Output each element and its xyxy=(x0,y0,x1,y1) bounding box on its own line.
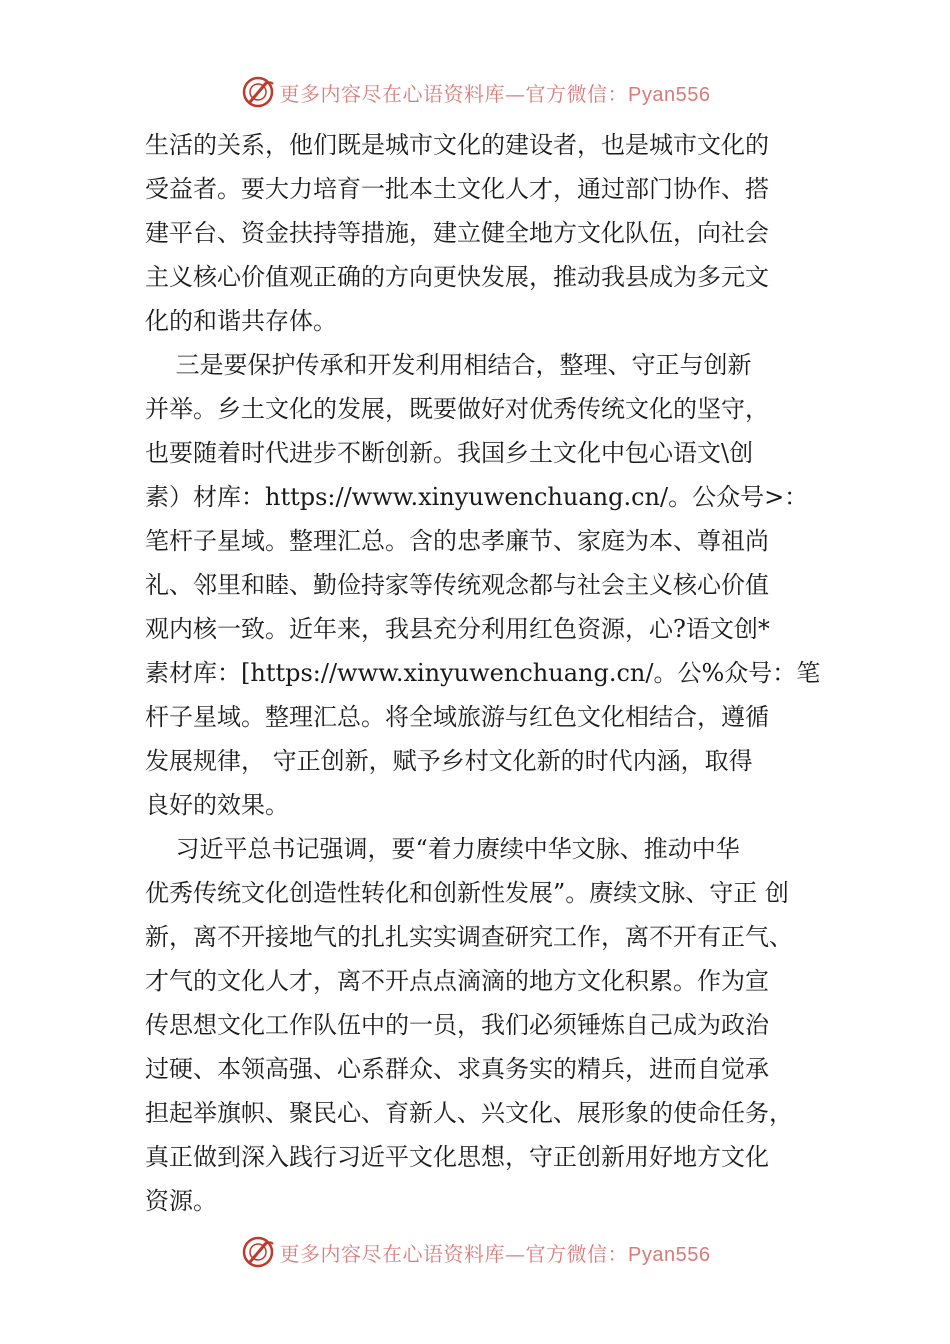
header-banner xyxy=(0,70,950,114)
text-line: 素）材库：https://www.xinyuwenchuang.cn/。公众号>： xyxy=(145,483,809,511)
wechat-id: Pyan556 xyxy=(628,83,711,106)
text-line: 担起举旗帜、聚民心、育新人、兴文化、展形象的使命任务， xyxy=(145,1099,793,1127)
text-line: 才气的文化人才，离不开点点滴滴的地方文化积累。作为宣 xyxy=(145,967,769,995)
text-line: 过硬、本领高强、心系群众、求真务实的精兵，进而自觉承 xyxy=(145,1055,769,1083)
text-line: 并举。乡土文化的发展，既要做好对优秀传统文化的坚守， xyxy=(145,395,769,423)
text-line: 主义核心价值观正确的方向更快发展，推动我县成为多元文 xyxy=(145,263,769,291)
text-line: 资源。 xyxy=(145,1187,217,1215)
footer-banner xyxy=(0,1230,950,1274)
text-line: 良好的效果。 xyxy=(145,791,289,819)
text-line: 化的和谐共存体。 xyxy=(145,307,337,335)
banner-text: 更多内容尽在心语资料库—官方微信：Pyan556 xyxy=(279,81,711,106)
text-line: 礼、邻里和睦、勤俭持家等传统观念都与社会主义核心价值 xyxy=(145,571,769,599)
text-line: 新，离不开接地气的扎扎实实调查研究工作，离不开有正气、 xyxy=(145,923,793,951)
text-line: 生活的关系，他们既是城市文化的建设者，也是城市文化的 xyxy=(145,131,769,159)
text-line: 杆子星域。整理汇总。将全域旅游与红色文化相结合，遵循 xyxy=(145,703,769,731)
text-line: 观内核一致。近年来，我县充分利用红色资源，心?语文创* xyxy=(145,615,770,643)
text-line: 也要随着时代进步不断创新。我国乡土文化中包心语文\创 xyxy=(145,439,754,467)
text-line: 笔杆子星域。整理汇总。含的忠孝廉节、家庭为本、尊祖尚 xyxy=(145,527,769,555)
text-line: 建平台、资金扶持等措施，建立健全地方文化队伍，向社会 xyxy=(145,219,769,247)
text-line: 三是要保护传承和开发利用相结合，整理、守正与创新 xyxy=(145,351,752,379)
text-line: 素材库：[https://www.xinyuwenchuang.cn/。公%众号：笔 xyxy=(145,659,821,687)
text-line: 习近平总书记强调，要“着力赓续中华文脉、推动中华 xyxy=(145,835,740,863)
document-body xyxy=(145,123,825,1223)
text-line: 真正做到深入践行习近平文化思想，守正创新用好地方文化 xyxy=(145,1143,769,1171)
text-line: 发展规律， 守正创新，赋予乡村文化新的时代内涵，取得 xyxy=(145,747,753,775)
text-line: 受益者。要大力培育一批本土文化人才，通过部门协作、搭 xyxy=(145,175,769,203)
text-line: 传思想文化工作队伍中的一员，我们必须锤炼自己成为政治 xyxy=(145,1011,769,1039)
banner-text: 更多内容尽在心语资料库—官方微信：Pyan556 xyxy=(279,1241,711,1266)
wechat-id: Pyan556 xyxy=(628,1243,711,1266)
logo-icon xyxy=(240,1234,276,1270)
text-line: 优秀传统文化创造性转化和创新性发展”。赓续文脉、守正 创 xyxy=(145,879,789,907)
logo-icon xyxy=(240,74,276,110)
